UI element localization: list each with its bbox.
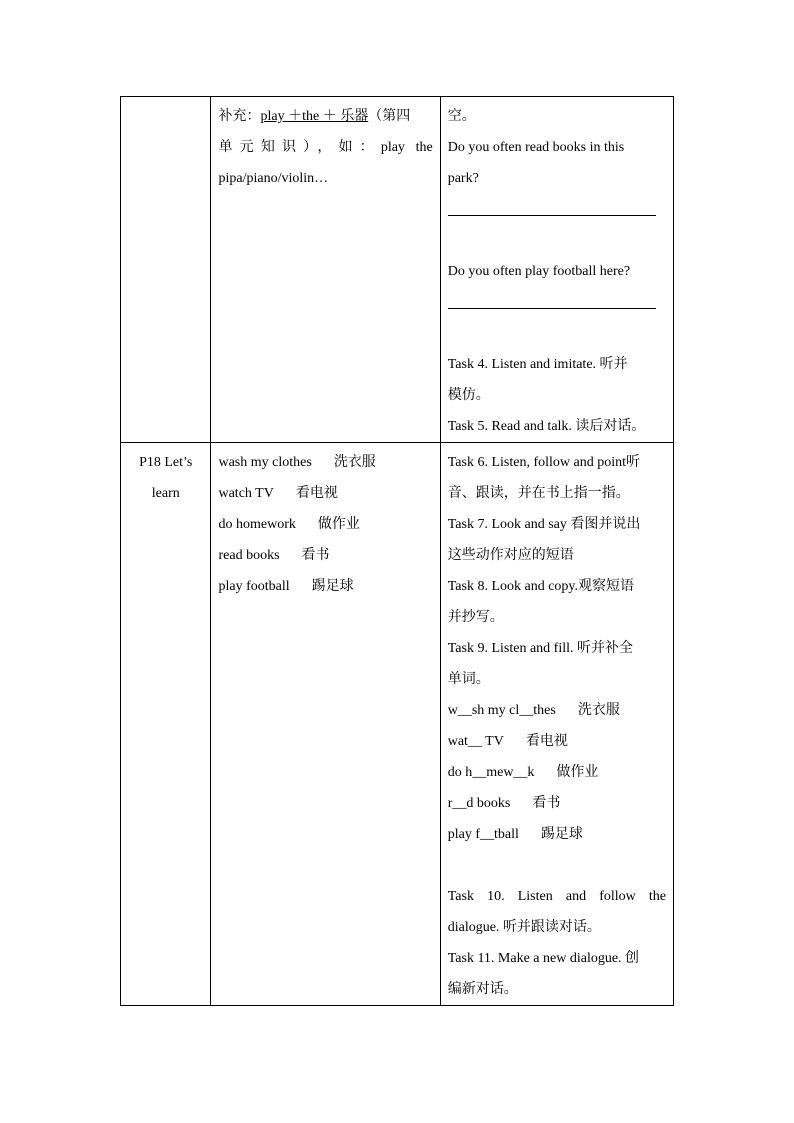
task8-line-b: 并抄写。: [447, 610, 504, 625]
row1-middle-cell: [211, 97, 440, 443]
task9-line-b: 单词。: [447, 672, 490, 687]
vocab-zh: 看电视: [295, 486, 338, 501]
task8-line-a: Task 8. Look and copy.观察短语: [447, 579, 635, 594]
row2-left-cell: [121, 443, 211, 1006]
vocab-item: [218, 571, 432, 602]
right-line-3: park?: [447, 171, 479, 186]
fill-item: [448, 819, 666, 850]
task4-line-b: 模仿。: [447, 388, 490, 403]
vocab-en: do homework: [218, 517, 296, 532]
task7-line-a: Task 7. Look and say 看图并说出: [447, 517, 641, 532]
task10-line-a: Task 10. Listen and follow the: [447, 889, 666, 904]
fill-item: [448, 695, 666, 726]
task11-line-b: 编新对话。: [447, 982, 518, 997]
supplement-prefix: 补充：: [218, 109, 261, 124]
vocab-en: watch TV: [218, 486, 274, 501]
fill-zh: 看电视: [525, 734, 568, 749]
vocab-zh: 踢足球: [311, 579, 354, 594]
fill-en: play f__tball: [447, 827, 519, 842]
vocab-en: wash my clothes: [218, 455, 312, 470]
vocab-zh: 洗衣服: [333, 455, 376, 470]
row1-left-text: [121, 97, 210, 101]
fill-en: wat__ TV: [447, 734, 504, 749]
fill-en: r__d books: [447, 796, 511, 811]
task9-line-a: Task 9. Listen and fill. 听并补全: [447, 641, 633, 656]
supplement-line-1: [218, 101, 432, 132]
fill-zh: 踢足球: [540, 827, 583, 842]
right-line-2: Do you often read books in this: [447, 140, 625, 155]
right-line-1: 空。: [447, 109, 476, 124]
task10-line-b: dialogue. 听并跟读对话。: [447, 920, 601, 935]
answer-blank-1[interactable]: [448, 194, 666, 225]
task6-line-a: Task 6. Listen, follow and point听: [447, 455, 640, 470]
vocab-zh: 做作业: [317, 517, 360, 532]
answer-blank-2[interactable]: [448, 287, 666, 318]
section-title-line-2: learn: [151, 486, 180, 501]
row1-right-cell: [440, 97, 673, 443]
table-row: [121, 97, 674, 443]
supplement-suffix: （第四: [368, 109, 411, 124]
lesson-table: [120, 96, 674, 1006]
vocab-item: [218, 540, 432, 571]
supplement-line-2: 单元知识），如：play the: [218, 140, 433, 155]
vocab-en: play football: [218, 579, 290, 594]
table-row: [121, 443, 674, 1006]
section-title-line-1: P18 Let’s: [139, 455, 193, 470]
fill-zh: 做作业: [556, 765, 599, 780]
fill-en: w__sh my cl__thes: [447, 703, 556, 718]
supplement-underlined: play ＋the ＋ 乐器: [260, 109, 369, 124]
task5-line: Task 5. Read and talk. 读后对话。: [447, 419, 646, 434]
fill-en: do h__mew__k: [447, 765, 535, 780]
fill-item: [448, 726, 666, 757]
row1-left-cell: [121, 97, 211, 443]
vocab-item: [218, 447, 432, 478]
vocab-en: read books: [218, 548, 280, 563]
task6-line-b: 音、跟读，并在书上指一指。: [447, 486, 630, 501]
vocab-item: [218, 509, 432, 540]
row2-middle-cell: [211, 443, 440, 1006]
vocab-item: [218, 478, 432, 509]
fill-zh: 洗衣服: [577, 703, 620, 718]
right-line-4: Do you often play football here?: [447, 264, 631, 279]
fill-item: [448, 757, 666, 788]
row2-right-cell: [440, 443, 673, 1006]
vocab-zh: 看书: [301, 548, 330, 563]
task11-line-a: Task 11. Make a new dialogue. 创: [447, 951, 640, 966]
task4-line-a: Task 4. Listen and imitate. 听并: [447, 357, 628, 372]
fill-item: [448, 788, 666, 819]
fill-zh: 看书: [532, 796, 561, 811]
task7-line-b: 这些动作对应的短语: [447, 548, 574, 563]
supplement-line-3: pipa/piano/violin…: [218, 171, 329, 186]
